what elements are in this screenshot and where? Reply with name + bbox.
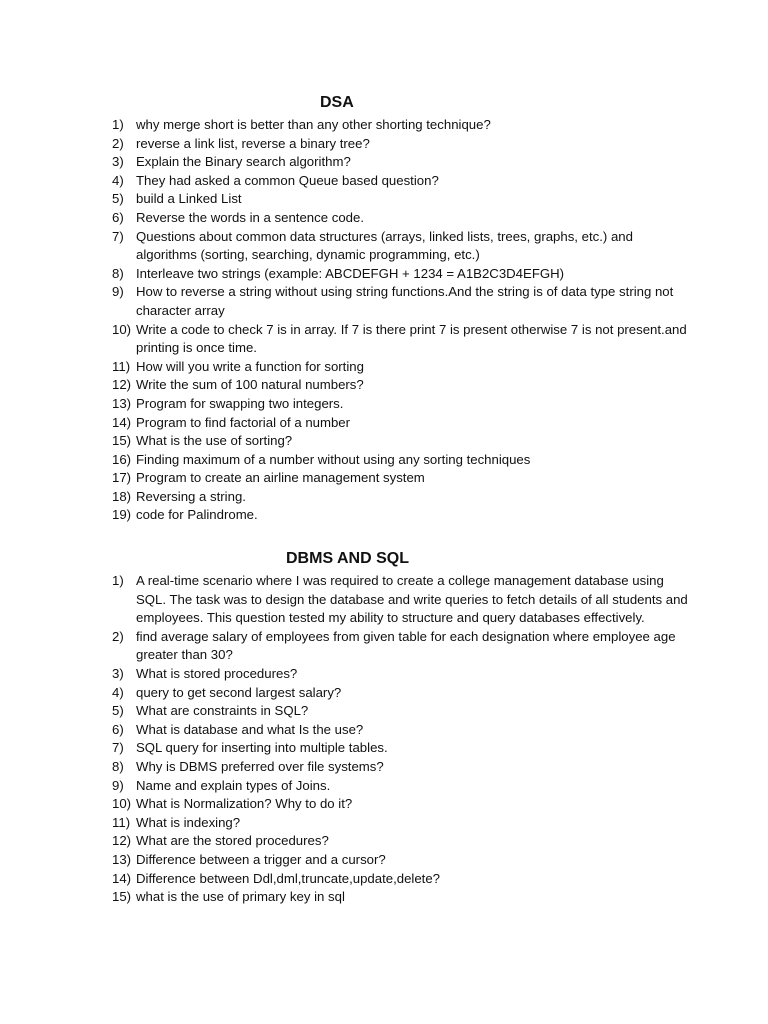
item-number: 2) xyxy=(112,135,124,151)
item-text: Reverse the words in a sentence code. xyxy=(136,209,364,225)
item-text: What is stored procedures? xyxy=(136,665,298,681)
list-item xyxy=(112,814,692,833)
dbms-sql-section xyxy=(112,549,692,907)
item-text: Write a code to check 7 is in array. If 7 is there print 7 is present otherwise 7 is not present.and printing is once time. xyxy=(136,321,687,356)
item-text: Program for swapping two integers. xyxy=(136,395,344,411)
item-number: 15) xyxy=(112,889,132,905)
list-item xyxy=(112,888,692,907)
list-item xyxy=(112,321,692,358)
list-item xyxy=(112,432,692,451)
item-number: 14) xyxy=(112,870,132,886)
item-number: 13) xyxy=(112,395,132,411)
item-text: How to reverse a string without using string functions.And the string is of data type string not character array xyxy=(136,284,674,318)
item-number: 3) xyxy=(112,665,124,681)
list-item xyxy=(112,283,692,320)
list-item xyxy=(112,153,692,172)
item-text: What is Normalization? Why to do it? xyxy=(136,796,353,812)
item-text: What is indexing? xyxy=(136,814,241,830)
list-item xyxy=(112,777,692,796)
item-number: 1) xyxy=(112,573,124,588)
item-number: 10) xyxy=(112,796,132,812)
item-number: 3) xyxy=(112,154,124,170)
item-text: What are constraints in SQL? xyxy=(136,703,309,719)
item-text: Name and explain types of Joins. xyxy=(136,777,331,793)
item-text: find average salary of employees from given table for each designation where employee age greater than 30? xyxy=(136,628,676,663)
item-text: Finding maximum of a number without using any sorting techniques xyxy=(136,451,531,467)
item-number: 7) xyxy=(112,740,124,756)
item-text: Difference between a trigger and a cursor? xyxy=(136,851,386,867)
list-item xyxy=(112,172,692,191)
list-item xyxy=(112,190,692,209)
item-number: 17) xyxy=(112,470,132,486)
list-item xyxy=(112,395,692,414)
item-number: 2) xyxy=(112,628,124,644)
list-item xyxy=(112,851,692,870)
list-item xyxy=(112,795,692,814)
list-item xyxy=(112,376,692,395)
item-number: 14) xyxy=(112,414,132,430)
item-text: query to get second largest salary? xyxy=(136,684,342,700)
item-number: 19) xyxy=(112,507,132,523)
list-item xyxy=(112,506,692,525)
list-item xyxy=(112,665,692,684)
item-number: 18) xyxy=(112,488,132,504)
item-text: What is database and what Is the use? xyxy=(136,721,364,737)
item-text: Questions about common data structures (arrays, linked lists, trees, graphs, etc.) and algorithms (sorting, searching, dynamic programming, etc.) xyxy=(136,228,633,263)
item-number: 10) xyxy=(112,321,132,337)
item-number: 9) xyxy=(112,777,124,793)
item-text: Explain the Binary search algorithm? xyxy=(136,154,351,170)
section-title-dsa: DSA xyxy=(320,94,354,111)
item-text: They had asked a common Queue based question? xyxy=(136,172,439,188)
item-number: 4) xyxy=(112,684,124,700)
item-number: 7) xyxy=(112,228,124,244)
list-item xyxy=(112,832,692,851)
list-item xyxy=(112,739,692,758)
list-item xyxy=(112,451,692,470)
list-item xyxy=(112,702,692,721)
item-text: Program to find factorial of a number xyxy=(136,414,351,430)
list-item xyxy=(112,414,692,433)
item-text: what is the use of primary key in sql xyxy=(136,889,345,905)
item-text: Program to create an airline management system xyxy=(136,470,425,486)
section-title-dbms-sql: DBMS AND SQL xyxy=(286,550,409,567)
list-item xyxy=(112,572,692,628)
list-item xyxy=(112,358,692,377)
item-text: What are the stored procedures? xyxy=(136,833,329,849)
list-item xyxy=(112,228,692,265)
item-number: 6) xyxy=(112,721,124,737)
list-item xyxy=(112,116,692,135)
list-item xyxy=(112,721,692,740)
item-number: 6) xyxy=(112,209,124,225)
dbms-question-list xyxy=(112,572,692,907)
item-number: 13) xyxy=(112,851,132,867)
list-item xyxy=(112,209,692,228)
list-item xyxy=(112,684,692,703)
item-number: 9) xyxy=(112,284,124,300)
list-item xyxy=(112,135,692,154)
list-item xyxy=(112,488,692,507)
item-text: reverse a link list, reverse a binary tree? xyxy=(136,135,370,151)
item-number: 8) xyxy=(112,265,124,281)
dsa-question-list xyxy=(112,116,692,525)
item-text: SQL query for inserting into multiple tables. xyxy=(136,740,388,756)
item-text: build a Linked List xyxy=(136,191,242,207)
item-text: code for Palindrome. xyxy=(136,507,258,523)
item-number: 8) xyxy=(112,758,124,774)
item-number: 11) xyxy=(112,358,131,374)
item-number: 4) xyxy=(112,172,124,188)
item-text: Why is DBMS preferred over file systems? xyxy=(136,758,384,774)
list-item xyxy=(112,870,692,889)
item-number: 15) xyxy=(112,433,132,449)
item-text: Difference between Ddl,dml,truncate,update,delete? xyxy=(136,870,440,886)
list-item xyxy=(112,628,692,665)
item-number: 16) xyxy=(112,451,132,467)
item-number: 12) xyxy=(112,377,132,393)
list-item xyxy=(112,265,692,284)
item-text: What is the use of sorting? xyxy=(136,433,293,449)
item-text: How will you write a function for sorting xyxy=(136,358,364,374)
list-item xyxy=(112,758,692,777)
item-number: 5) xyxy=(112,703,124,719)
item-text: why merge short is better than any other shorting technique? xyxy=(136,117,491,132)
item-text: Reversing a string. xyxy=(136,488,246,504)
item-number: 12) xyxy=(112,833,132,849)
item-text: A real-time scenario where I was required to create a college management database using SQL. The task was to design the database and write queries to fetch details of all students and employees. This question tested my ability to structure and query databases effectively. xyxy=(136,573,688,626)
item-number: 1) xyxy=(112,117,124,132)
item-text: Interleave two strings (example: ABCDEFGH + 1234 = A1B2C3D4EFGH) xyxy=(136,265,565,281)
item-number: 11) xyxy=(112,814,131,830)
item-text: Write the sum of 100 natural numbers? xyxy=(136,377,364,393)
dsa-section xyxy=(112,93,692,525)
list-item xyxy=(112,469,692,488)
item-number: 5) xyxy=(112,191,124,207)
